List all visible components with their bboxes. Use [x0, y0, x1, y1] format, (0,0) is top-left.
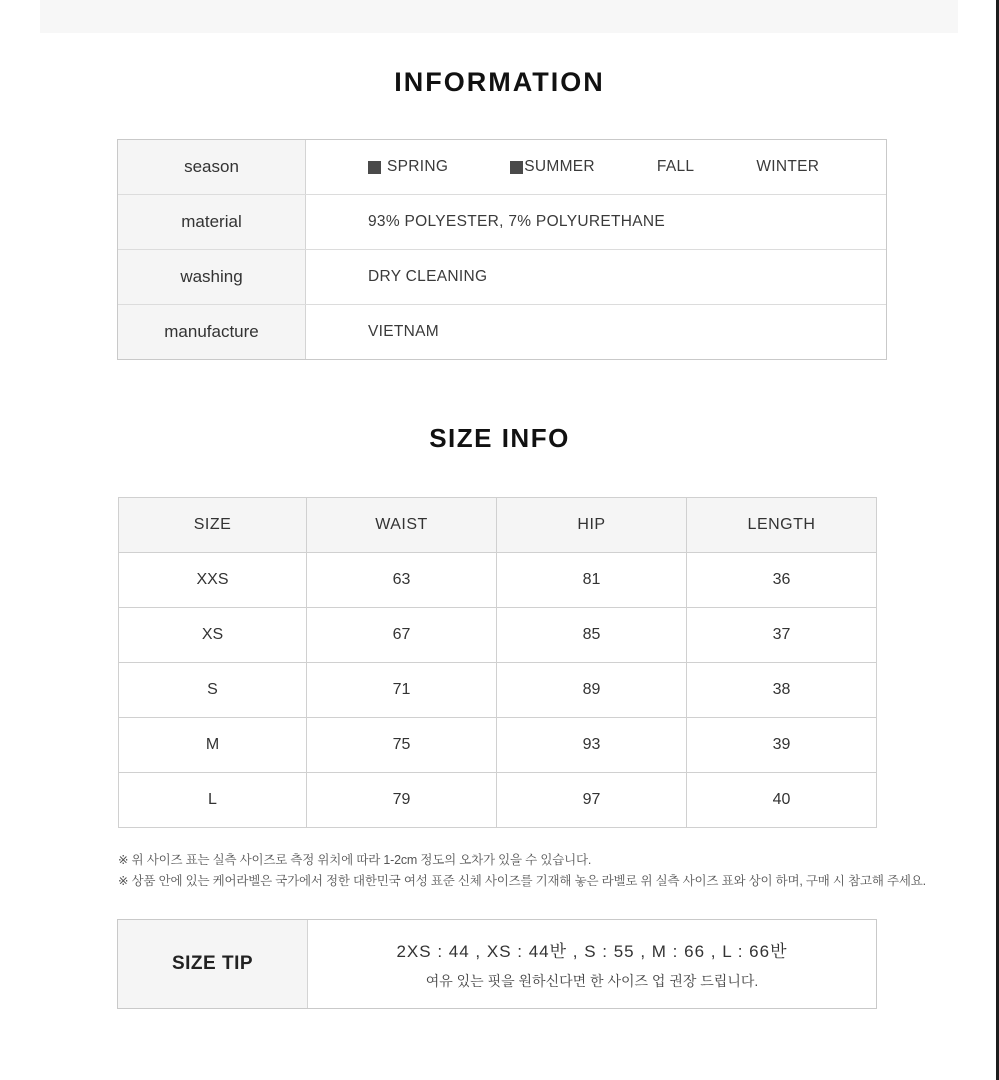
- table-row: [119, 718, 877, 773]
- hip-col-header: HIP: [497, 498, 687, 553]
- season-label: WINTER: [756, 158, 820, 175]
- length-cell: 40: [687, 773, 877, 828]
- info-value-manufacture: VIETNAM: [368, 323, 439, 340]
- info-row-manufacture: [118, 305, 886, 359]
- length-cell: 37: [687, 608, 877, 663]
- information-heading: INFORMATION: [394, 67, 605, 97]
- season-item-fall: [657, 158, 694, 176]
- season-item-winter: [756, 158, 819, 176]
- size-tip-conversion: 2XS : 44 , XS : 44반 , S : 55 , M : 66 , L : 66반: [396, 942, 788, 961]
- waist-cell: 75: [307, 718, 497, 773]
- waist-cell: 67: [307, 608, 497, 663]
- info-label-season: season: [118, 140, 306, 194]
- size-table: [118, 497, 877, 828]
- size-tip-box: [117, 919, 877, 1009]
- season-label: FALL: [656, 158, 695, 175]
- table-row: [119, 773, 877, 828]
- hip-cell: 97: [497, 773, 687, 828]
- checked-square-icon: [368, 161, 381, 174]
- info-label-manufacture: manufacture: [118, 305, 306, 359]
- info-value-season: [306, 140, 886, 194]
- waist-col-header: WAIST: [307, 498, 497, 553]
- hip-cell: 81: [497, 553, 687, 608]
- length-cell: 39: [687, 718, 877, 773]
- season-options: [368, 158, 819, 176]
- season-item-spring: [368, 158, 448, 176]
- info-label-material: material: [118, 195, 306, 249]
- info-label-washing: washing: [118, 250, 306, 304]
- info-row-washing: [118, 250, 886, 305]
- length-cell: 36: [687, 553, 877, 608]
- size-cell: S: [119, 663, 307, 718]
- info-row-season: [118, 140, 886, 195]
- size-cell: XXS: [119, 553, 307, 608]
- size-cell: M: [119, 718, 307, 773]
- season-label: SUMMER: [524, 158, 595, 175]
- size-notes: [118, 850, 999, 892]
- size-tip-label: SIZE TIP: [118, 920, 308, 1008]
- info-value-material: 93% POLYESTER, 7% POLYURETHANE: [368, 213, 665, 230]
- information-table: [117, 139, 887, 360]
- size-note-carelabel: ※ 상품 안에 있는 케어라벨은 국가에서 정한 대한민국 여성 표준 신체 사이즈를 기재해 놓은 라벨로 위 실측 사이즈 표와 상이 하며, 구매 시 참고해 주세요.: [118, 874, 926, 888]
- checked-square-icon: [510, 161, 523, 174]
- season-label: SPRING: [387, 158, 449, 175]
- size-note-measurement: ※ 위 사이즈 표는 실측 사이즈로 측정 위치에 따라 1-2cm 정도의 오차가 있을 수 있습니다.: [118, 853, 592, 867]
- table-row: [119, 553, 877, 608]
- size-cell: L: [119, 773, 307, 828]
- hip-cell: 93: [497, 718, 687, 773]
- season-item-summer: [510, 158, 595, 176]
- waist-cell: 63: [307, 553, 497, 608]
- size-col-header: SIZE: [119, 498, 307, 553]
- table-row: [119, 663, 877, 718]
- length-col-header: LENGTH: [687, 498, 877, 553]
- hip-cell: 89: [497, 663, 687, 718]
- size-table-header-row: [119, 498, 877, 553]
- info-value-washing: DRY CLEANING: [368, 268, 488, 285]
- hip-cell: 85: [497, 608, 687, 663]
- size-info-heading: SIZE INFO: [429, 423, 570, 453]
- size-cell: XS: [119, 608, 307, 663]
- length-cell: 38: [687, 663, 877, 718]
- size-tip-advice: 여유 있는 핏을 원하신다면 한 사이즈 업 권장 드립니다.: [425, 973, 759, 989]
- info-row-material: [118, 195, 886, 250]
- size-tip-body: [308, 920, 876, 1008]
- table-row: [119, 608, 877, 663]
- waist-cell: 79: [307, 773, 497, 828]
- waist-cell: 71: [307, 663, 497, 718]
